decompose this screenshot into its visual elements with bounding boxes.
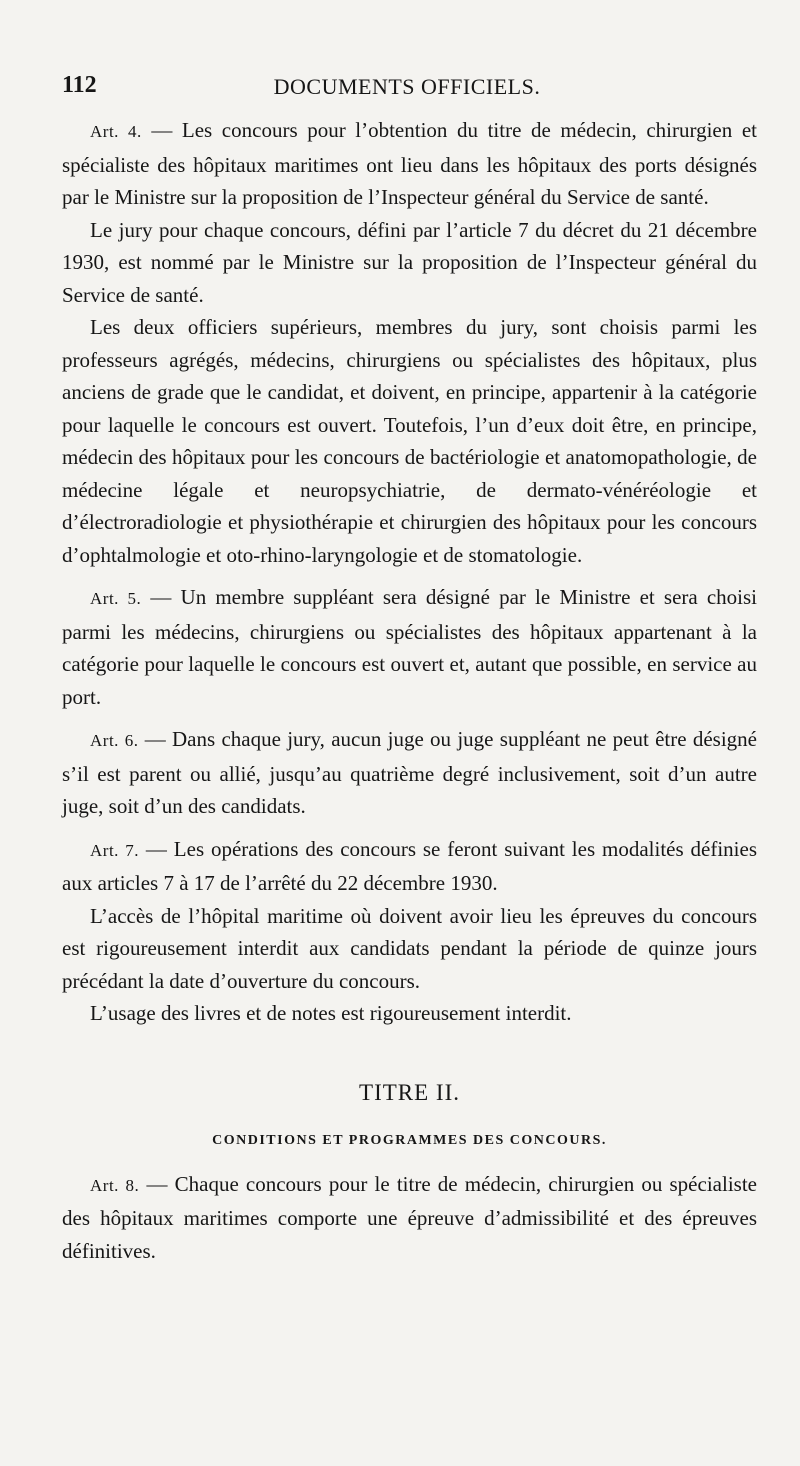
article-6-text-1: — Dans chaque jury, aucun juge ou juge suppléant ne peut être désigné s’il est parent ou allié, jusqu’au quatrième degré inclusivement, soit d’un autre juge, soit d’un des candidats. [62,727,757,818]
article-5-text-1: — Un membre suppléant sera désigné par le Ministre et sera choisi parmi les médecins, chirurgiens ou spécialistes des hôpitaux appartenant à la catégorie pour laquelle le concours est ouvert et, autant que possible, en service au port. [62,585,757,709]
section-subtitle: CONDITIONS ET PROGRAMMES DES CONCOURS. [212,1132,607,1148]
article-6-label: Art. 6. [90,731,139,750]
article-8-paragraph-1 [62,1168,757,1268]
article-5-paragraph-1 [62,581,757,713]
article-4-paragraph-2: Le jury pour chaque concours, défini par l’article 7 du décret du 21 décembre 1930, est nommé par le Ministre sur la proposition de l’Inspecteur général du Service de santé. [62,217,757,307]
running-title: DOCUMENTS OFFICIELS. [273,74,541,99]
article-7-paragraph-3: L’usage des livres et de notes est rigoureusement interdit. [90,1001,572,1025]
article-7-paragraph-1 [62,833,757,900]
article-8-label: Art. 8. [90,1175,140,1195]
article-4-paragraph-3: Les deux officiers supérieurs, membres du jury, sont choisis parmi les professeurs agrégés, médecins, chirurgiens ou spécialistes des hôpitaux, plus anciens de grade que le candidat, et doivent, en principe, appartenir à la catégorie pour laquelle le concours est ouvert. Toutefois, l’un d’eux doit être, en principe, médecin des hôpitaux pour les concours de bactériologie et anatomopathologie, de médecine légale et neuropsychiatrie, de dermato-vénéréologie et d’électroradiologie et physiothérapie et chirurgien des hôpitaux pour les concours d’ophtalmologie et oto-rhino-laryngologie et de stomatologie. [62,315,757,567]
body-text [62,114,757,1267]
page-number: 112 [62,72,97,98]
article-4-label: Art. 4. [90,122,142,141]
article-7-label: Art. 7. [90,840,140,860]
article-5-label: Art. 5. [90,589,142,608]
article-4-paragraph-1 [62,114,757,214]
section-title: TITRE II. [359,1079,460,1105]
page-header [62,72,752,104]
article-7-text-1: — Les opérations des concours se feront suivant les modalités définies aux articles 7 à 17 de l’arrêté du 22 décembre 1930. [62,836,757,895]
article-4-text-1: — Les concours pour l’obtention du titre de médecin, chirurgien et spécialiste des hôpitaux maritimes ont lieu dans les hôpitaux des ports désignés par le Ministre sur la proposition de l’Inspecteur général du Service de santé. [62,118,757,209]
article-6-paragraph-1 [62,723,757,823]
article-7-paragraph-2: L’accès de l’hôpital maritime où doivent avoir lieu les épreuves du concours est rigoureusement interdit aux candidats pendant la période de quinze jours précédant la date d’ouverture du concours. [62,903,757,993]
article-8-text-1: — Chaque concours pour le titre de médecin, chirurgien ou spécialiste des hôpitaux maritimes comporte une épreuve d’admissibilité et des épreuves définitives. [62,1171,757,1263]
